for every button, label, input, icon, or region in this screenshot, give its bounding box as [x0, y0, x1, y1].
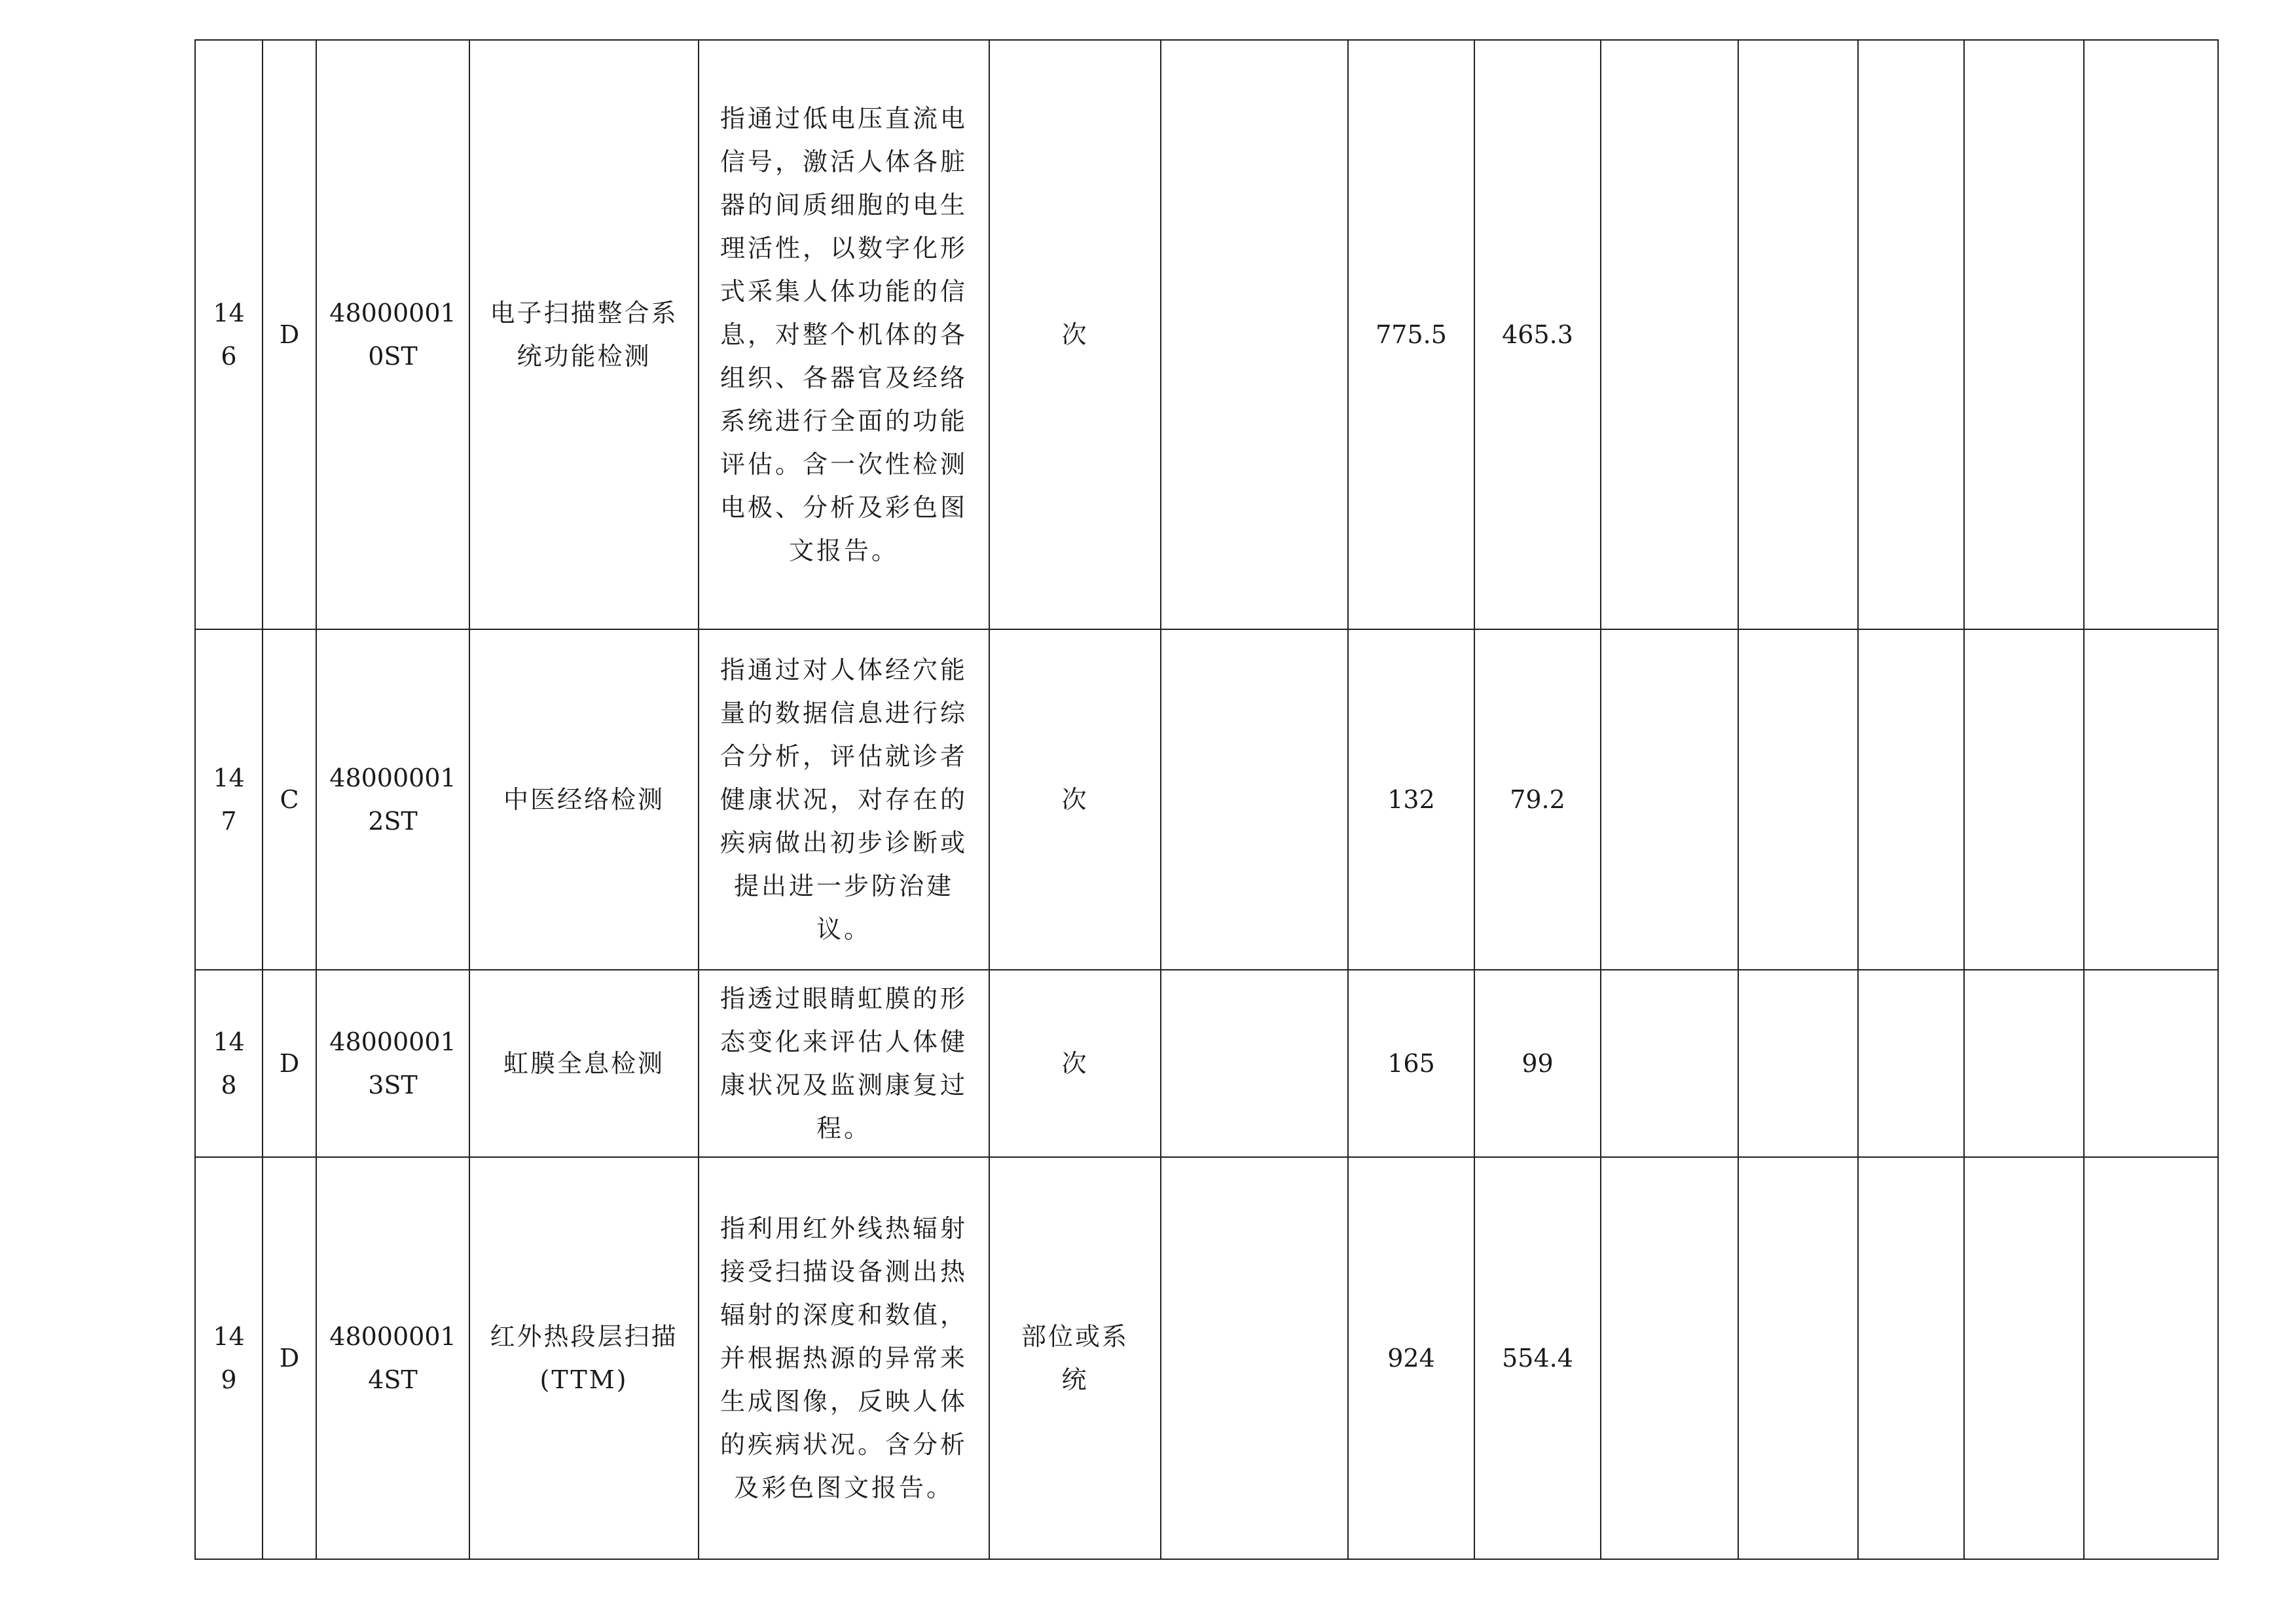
empty-cell: [1964, 40, 2084, 629]
empty-cell: [1601, 1157, 1738, 1559]
code-cell: 480000012ST: [316, 629, 469, 970]
seq-cell: 146: [195, 40, 263, 629]
name-cell: 虹膜全息检测: [469, 970, 699, 1157]
empty-cell: [1738, 970, 1858, 1157]
empty-cell: [1601, 40, 1738, 629]
description-cell: 指通过低电压直流电信号，激活人体各脏器的间质细胞的电生理活性，以数字化形式采集人体功能的信息，对整个机体的各组织、各器官及经络系统进行全面的功能评估。含一次性检测电极、分析及彩色图文报告。: [699, 40, 989, 629]
price-a-cell: 132: [1348, 629, 1474, 970]
price-b-cell: 465.3: [1474, 40, 1601, 629]
empty-cell: [2084, 40, 2218, 629]
empty-cell: [1161, 1157, 1348, 1559]
empty-cell: [2084, 970, 2218, 1157]
unit-cell: 次: [989, 40, 1161, 629]
seq-cell: 148: [195, 970, 263, 1157]
code-cell: 480000013ST: [316, 970, 469, 1157]
empty-cell: [2084, 1157, 2218, 1559]
name-cell: 电子扫描整合系统功能检测: [469, 40, 699, 629]
empty-cell: [1161, 40, 1348, 629]
price-a-cell: 775.5: [1348, 40, 1474, 629]
description-cell: 指通过对人体经穴能量的数据信息进行综合分析，评估就诊者健康状况，对存在的疾病做出初步诊断或提出进一步防治建议。: [699, 629, 989, 970]
price-b-cell: 99: [1474, 970, 1601, 1157]
price-b-cell: 79.2: [1474, 629, 1601, 970]
empty-cell: [1601, 629, 1738, 970]
empty-cell: [1964, 1157, 2084, 1559]
table-row: [195, 629, 2218, 970]
fee-table: [194, 39, 2219, 1560]
unit-cell: 次: [989, 970, 1161, 1157]
empty-cell: [1738, 629, 1858, 970]
empty-cell: [1601, 970, 1738, 1157]
seq-cell: 149: [195, 1157, 263, 1559]
category-cell: D: [263, 40, 316, 629]
code-cell: 480000010ST: [316, 40, 469, 629]
table-row: [195, 1157, 2218, 1559]
table-row: [195, 40, 2218, 629]
category-cell: C: [263, 629, 316, 970]
empty-cell: [1161, 970, 1348, 1157]
empty-cell: [1964, 970, 2084, 1157]
category-cell: D: [263, 970, 316, 1157]
description-cell: 指透过眼睛虹膜的形态变化来评估人体健康状况及监测康复过程。: [699, 970, 989, 1157]
price-a-cell: 924: [1348, 1157, 1474, 1559]
unit-cell: 部位或系统: [989, 1157, 1161, 1559]
empty-cell: [1858, 629, 1964, 970]
price-b-cell: 554.4: [1474, 1157, 1601, 1559]
table-row: [195, 970, 2218, 1157]
description-cell: 指利用红外线热辐射接受扫描设备测出热辐射的深度和数值，并根据热源的异常来生成图像，反映人体的疾病状况。含分析及彩色图文报告。: [699, 1157, 989, 1559]
empty-cell: [1964, 629, 2084, 970]
seq-cell: 147: [195, 629, 263, 970]
category-cell: D: [263, 1157, 316, 1559]
price-a-cell: 165: [1348, 970, 1474, 1157]
name-cell: 中医经络检测: [469, 629, 699, 970]
unit-cell: 次: [989, 629, 1161, 970]
code-cell: 480000014ST: [316, 1157, 469, 1559]
name-cell: 红外热段层扫描(TTM): [469, 1157, 699, 1559]
empty-cell: [1738, 1157, 1858, 1559]
empty-cell: [2084, 629, 2218, 970]
empty-cell: [1738, 40, 1858, 629]
empty-cell: [1858, 970, 1964, 1157]
empty-cell: [1858, 40, 1964, 629]
empty-cell: [1858, 1157, 1964, 1559]
empty-cell: [1161, 629, 1348, 970]
